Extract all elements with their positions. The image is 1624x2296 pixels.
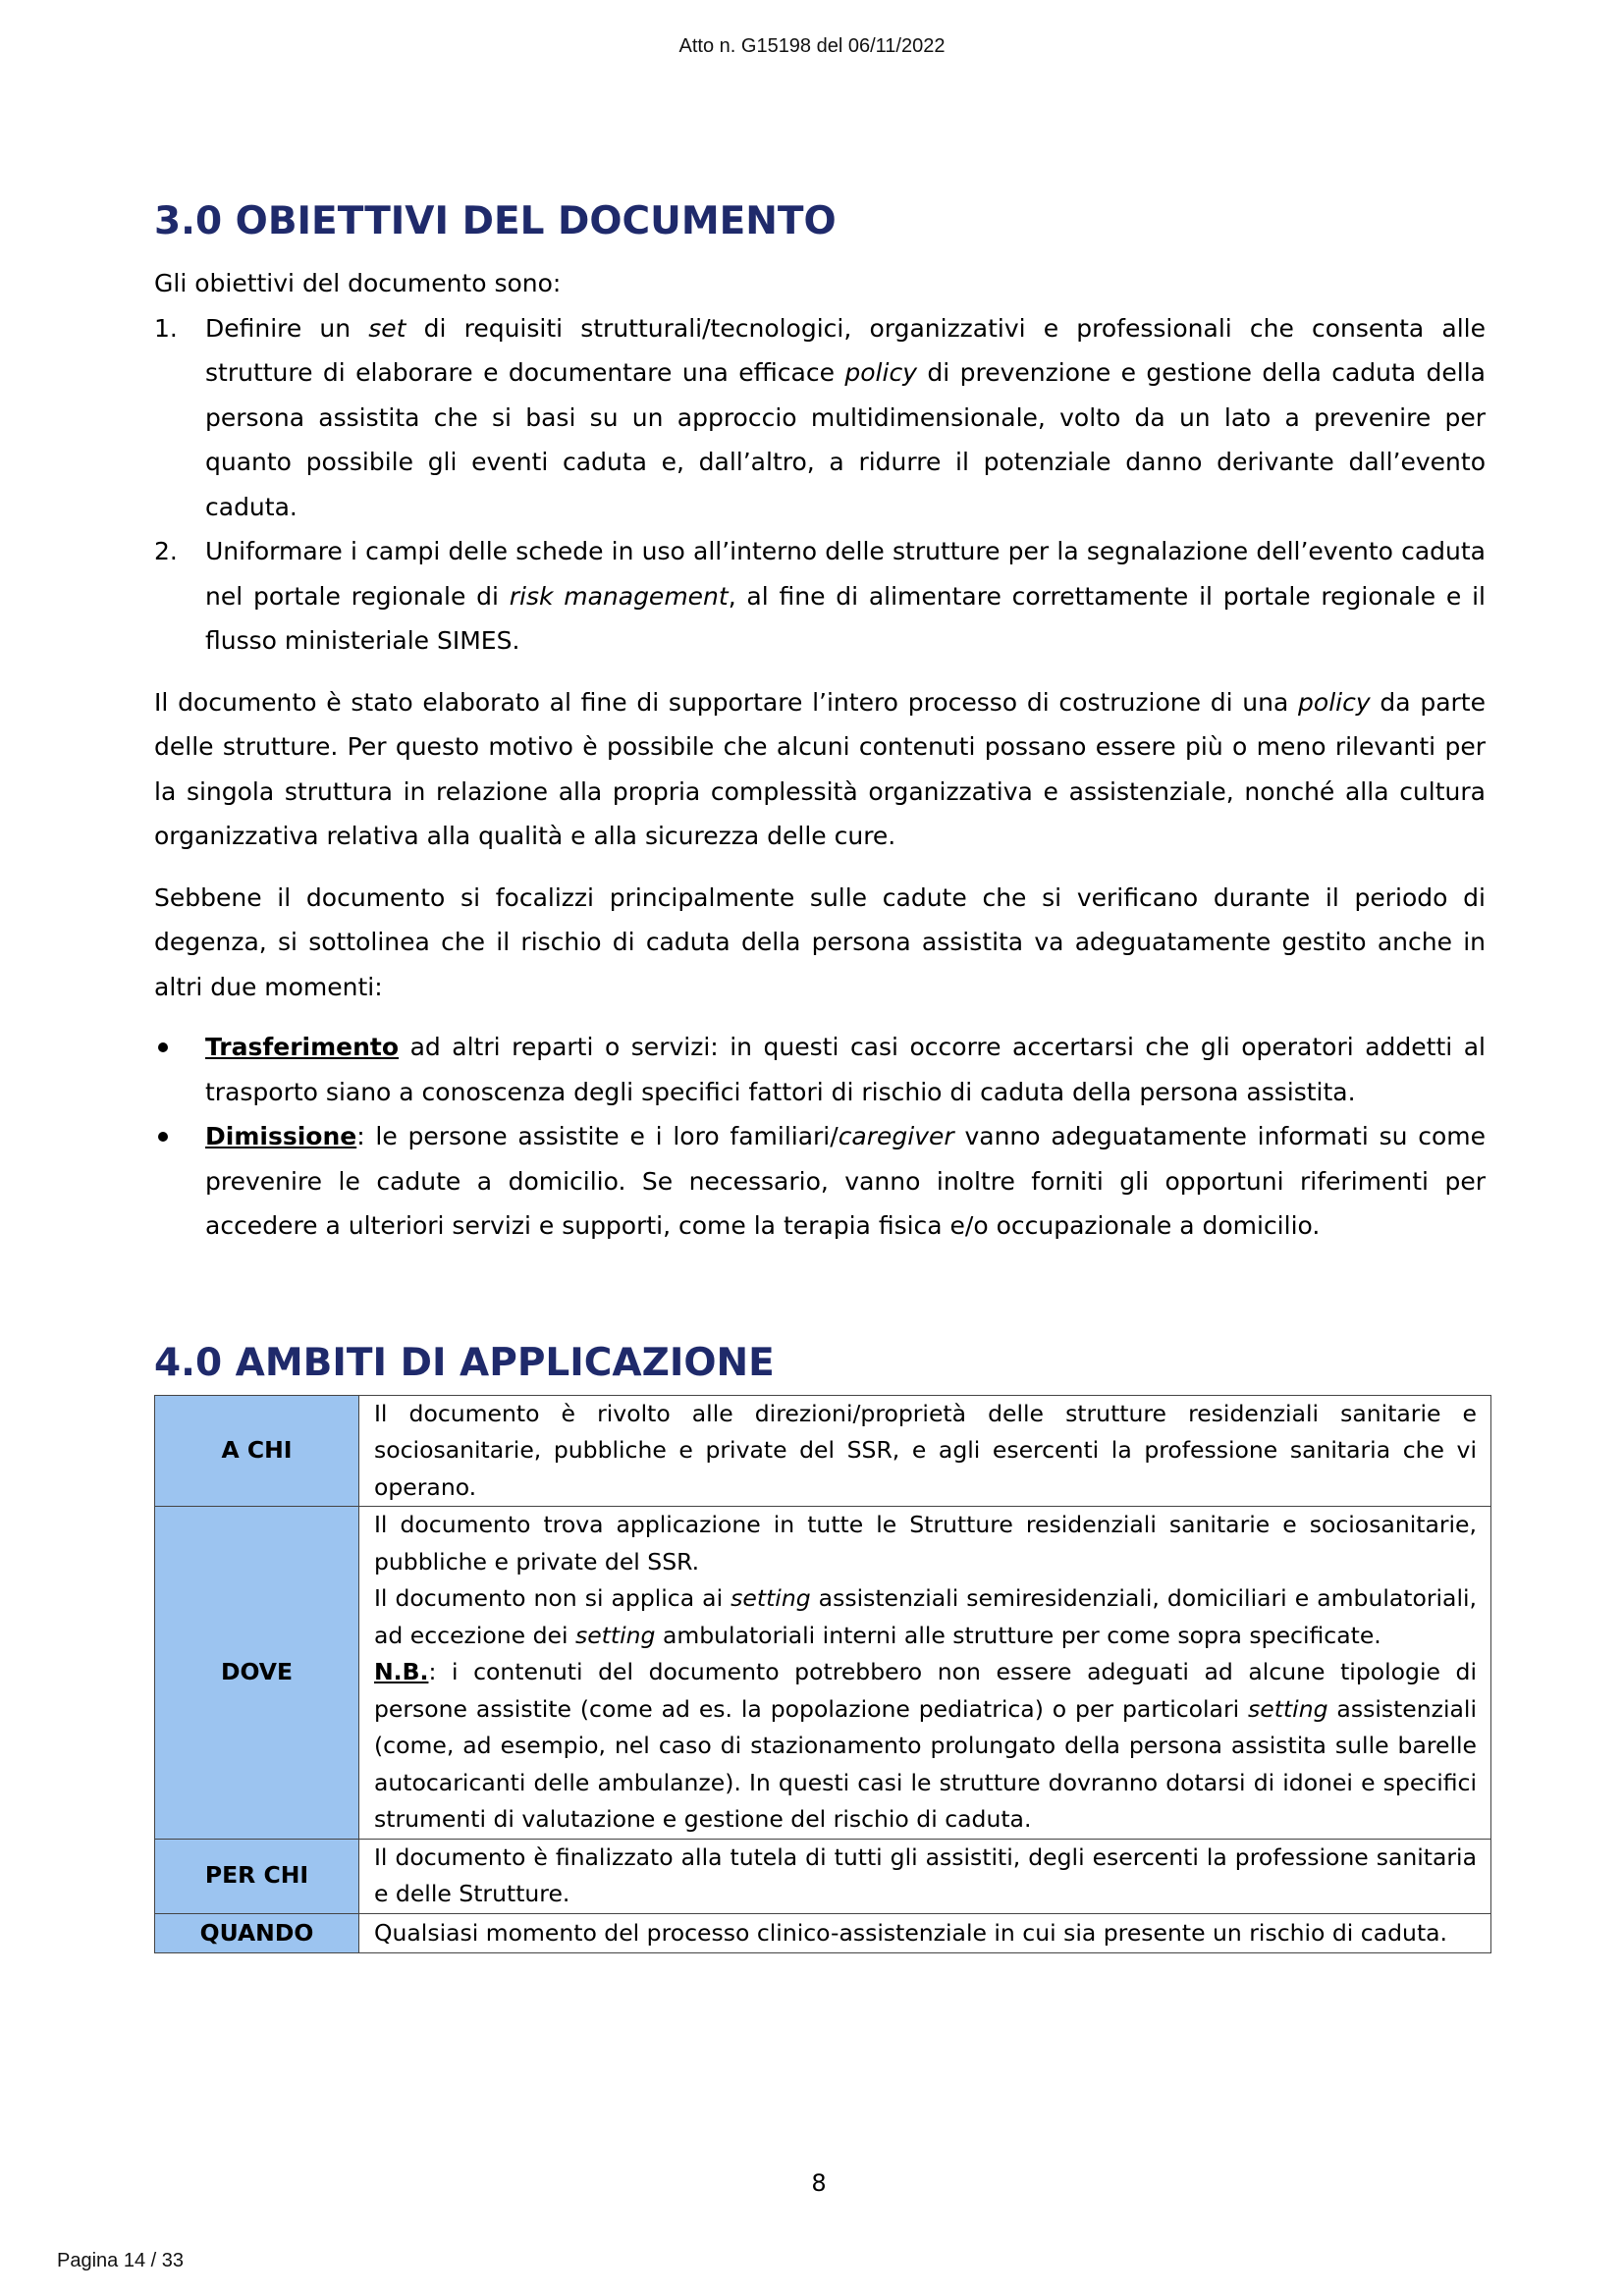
italic-term: set — [368, 313, 406, 343]
text-run: ad altri reparti o servizi: in questi casi occorre accertarsi che gli operatori addetti al trasporto siano a conoscenza degli specifici fattori di rischio di caduta della persona assistita. — [205, 1033, 1486, 1106]
objective-item — [154, 529, 1486, 664]
italic-term: setting — [574, 1621, 656, 1649]
objectives-intro: Gli obiettivi del documento sono: — [154, 269, 562, 297]
underlined-term: Dimissione — [205, 1122, 357, 1150]
row-label-per-chi: PER CHI — [155, 1839, 359, 1913]
paragraph-moments: Sebbene il documento si focalizzi principalmente sulle cadute che si verificano durante il periodo di degenza, si sottolinea che il rischio di caduta della persona assistita va adeguatamente gestito anche in altri due momenti: — [154, 882, 1486, 1001]
text-run: : le persone assistite e i loro familiari/ — [356, 1122, 839, 1150]
table-row — [155, 1507, 1491, 1840]
objectives-list — [154, 306, 1486, 664]
paragraph-purpose — [154, 680, 1486, 859]
text-run: assistenziali (come, ad esempio, nel caso di stazionamento prolungato della persona assistita sulle barelle autocaricanti delle ambulanze). In questi casi le strutture dovranno dotarsi di idonei e specifici strumenti di valutazione e gestione del rischio di caduta. — [374, 1694, 1477, 1833]
table-row — [155, 1839, 1491, 1913]
section-3-title: 3.0 OBIETTIVI DEL DOCUMENTO — [154, 199, 837, 243]
table-row — [155, 1913, 1491, 1953]
bullet-icon — [158, 1132, 168, 1142]
row-label-dove: DOVE — [155, 1507, 359, 1840]
underlined-term: Trasferimento — [205, 1033, 400, 1061]
text-run: , al fine di alimentare correttamente il portale regionale e il flusso ministeriale SIMES. — [205, 581, 1486, 655]
document-body — [154, 192, 1486, 1953]
page-number: 8 — [811, 2169, 827, 2197]
document-header: Atto n. G15198 del 06/11/2022 — [678, 35, 946, 57]
list-number: 1. — [154, 313, 178, 343]
text-run: di requisiti strutturali/tecnologici, organizzativi e professionali che consenta alle strutture di elaborare e documentare una efficace — [205, 313, 1486, 387]
text-run: assistenziali semiresidenziali, domiciliari e ambulatoriali, ad eccezione dei — [374, 1584, 1477, 1649]
row-text-a-chi: Il documento è rivolto alle direzioni/proprietà delle strutture residenziali sanitarie e sociosanitarie, pubbliche e private del SSR, e agli esercenti la professione sanitaria che vi operano. — [359, 1395, 1491, 1507]
italic-term: policy — [1298, 687, 1371, 717]
text-run: ambulatoriali interni alle strutture per come sopra specificate. — [655, 1621, 1381, 1649]
text-run: di prevenzione e gestione della caduta della persona assistita che si basi su un approccio multidimensionale, volto da un lato a prevenire per quanto possibile gli eventi caduta e, dall’altro, a ridurre il potenziale danno derivante dall’evento caduta. — [205, 358, 1486, 521]
text-run: : i contenuti del documento potrebbero non essere adeguati ad alcune tipologie di persone assistite (come ad es. la popolazione pediatrica) o per particolari — [374, 1658, 1477, 1723]
note-label: N.B. — [374, 1658, 429, 1685]
row-label-quando: QUANDO — [155, 1913, 359, 1953]
dove-paragraph — [374, 1580, 1477, 1654]
italic-term: setting — [1248, 1694, 1328, 1723]
text-run: Il documento non si applica ai — [374, 1584, 731, 1612]
moments-list — [154, 1025, 1486, 1249]
scope-table — [154, 1395, 1491, 1954]
text-run: Definire un — [205, 313, 369, 343]
bullet-icon — [158, 1042, 168, 1052]
italic-term: setting — [731, 1584, 811, 1612]
moment-item — [154, 1114, 1486, 1249]
dove-note — [374, 1654, 1477, 1839]
moment-item — [154, 1025, 1486, 1114]
row-text-per-chi: Il documento è finalizzato alla tutela di tutti gli assistiti, degli esercenti la professione sanitaria e delle Strutture. — [359, 1839, 1491, 1913]
text-run: Il documento è stato elaborato al fine di supportare l’intero processo di costruzione di una — [154, 687, 1299, 717]
italic-term: policy — [844, 358, 917, 387]
italic-term: caregiver — [838, 1122, 954, 1150]
text-run: da parte delle strutture. Per questo motivo è possibile che alcuni contenuti possano essere più o meno rilevanti per la singola struttura in relazione alla propria complessità organizzativa e assistenziale, nonché alla cultura organizzativa relativa alla qualità e alla sicurezza delle cure. — [154, 687, 1486, 850]
row-text-dove — [359, 1507, 1491, 1840]
section-4-title: 4.0 AMBITI DI APPLICAZIONE — [154, 1340, 775, 1385]
text-run: Uniformare i campi delle schede in uso all’interno delle strutture per la segnalazione dell’evento caduta nel portale regionale di — [205, 537, 1486, 611]
page-footer: Pagina 14 / 33 — [57, 2250, 184, 2271]
text-run: vanno adeguatamente informati su come prevenire le cadute a domicilio. Se necessario, vanno inoltre forniti gli opportuni riferimenti per accedere a ulteriori servizi e supporti, come la terapia fisica e/o occupazionale a domicilio. — [205, 1122, 1486, 1240]
table-row — [155, 1395, 1491, 1507]
row-label-a-chi: A CHI — [155, 1395, 359, 1507]
objective-item — [154, 306, 1486, 530]
row-text-quando: Qualsiasi momento del processo clinico-assistenziale in cui sia presente un rischio di caduta. — [359, 1913, 1491, 1953]
list-number: 2. — [154, 537, 178, 565]
italic-term: risk management — [509, 581, 729, 611]
dove-paragraph: Il documento trova applicazione in tutte le Strutture residenziali sanitarie e sociosanitarie, pubbliche e private del SSR. — [374, 1511, 1477, 1575]
